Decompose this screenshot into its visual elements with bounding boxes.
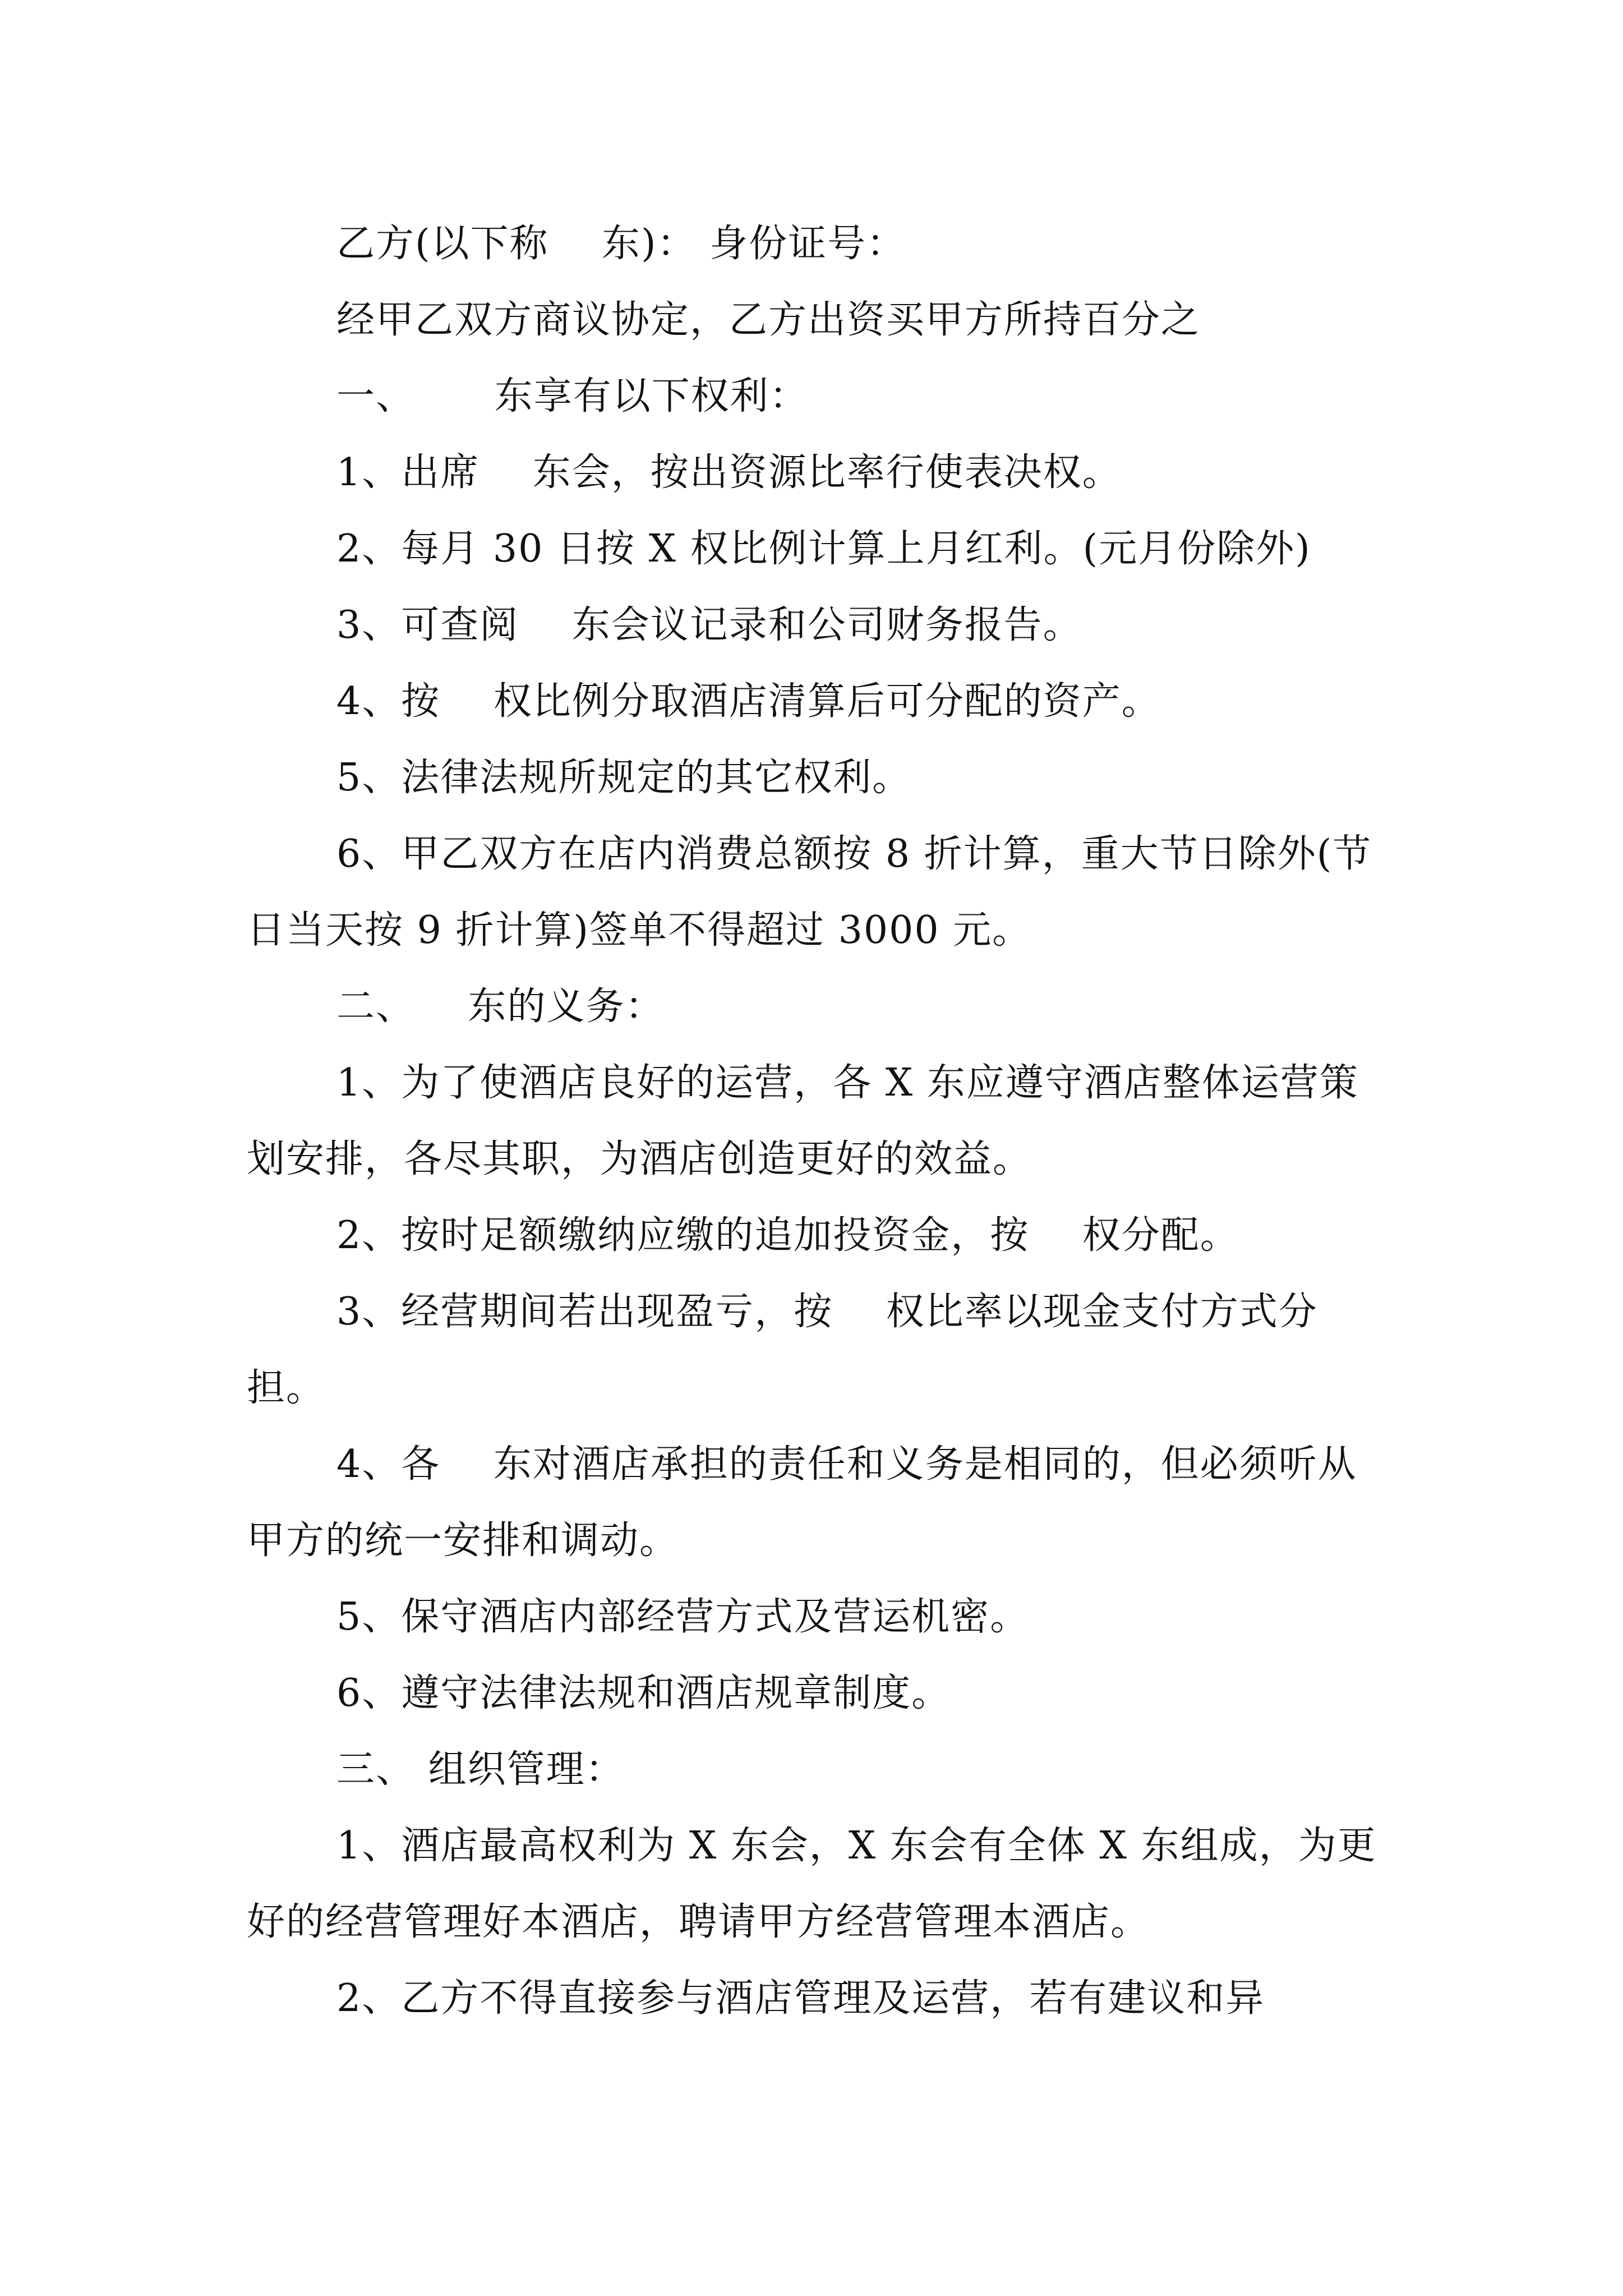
rights-item-1: 1、出席 东会，按出资源比率行使表决权。: [336, 450, 1122, 495]
party-b-line: 乙方(以下称 东)： 身份证号：: [336, 222, 906, 266]
section-1-heading: 一、 东享有以下权利：: [336, 374, 809, 418]
duties-item-1: 1、为了使酒店良好的运营，各 X 东应遵守酒店整体运营策划安排，各尽其职，为酒店创造更好的效益。: [247, 1061, 1359, 1181]
management-item-1: 1、酒店最高权利为 X 东会，X 东会有全体 X 东组成，为更好的经营管理好本酒店，聘请甲方经营管理本酒店。: [247, 1824, 1377, 1944]
agreement-intro: 经甲乙双方商议协定，乙方出资买甲方所持百分之: [336, 298, 1201, 342]
rights-item-5: 5、法律法规所规定的其它权利。: [336, 756, 912, 800]
duties-item-6: 6、遵守法律法规和酒店规章制度。: [336, 1671, 951, 1715]
rights-item-3: 3、可查阅 东会议记录和公司财务报告。: [336, 603, 1082, 647]
rights-item-4: 4、按 权比例分取酒店清算后可分配的资产。: [336, 679, 1161, 724]
duties-item-5: 5、保守酒店内部经营方式及营运机密。: [336, 1595, 1030, 1639]
duties-item-2: 2、按时足额缴纳应缴的追加投资金，按 权分配。: [336, 1213, 1239, 1258]
rights-item-6: 6、甲乙双方在店内消费总额按 8 折计算，重大节日除外(节日当天按 9 折计算)签单不得超过 3000 元。: [247, 832, 1372, 953]
section-3-heading: 三、 组织管理：: [336, 1747, 625, 1792]
section-2-heading: 二、 东的义务：: [336, 984, 665, 1029]
rights-item-2: 2、每月 30 日按 X 权比例计算上月红利。(元月份除外): [336, 527, 1311, 571]
management-item-2: 2、乙方不得直接参与酒店管理及运营，若有建议和异: [336, 1976, 1265, 2021]
duties-item-3: 3、经营期间若出现盈亏，按 权比率以现金支付方式分担。: [247, 1290, 1318, 1410]
duties-item-4: 4、各 东对酒店承担的责任和义务是相同的，但必须听从甲方的统一安排和调动。: [247, 1442, 1357, 1563]
document-body: [247, 206, 1391, 2037]
